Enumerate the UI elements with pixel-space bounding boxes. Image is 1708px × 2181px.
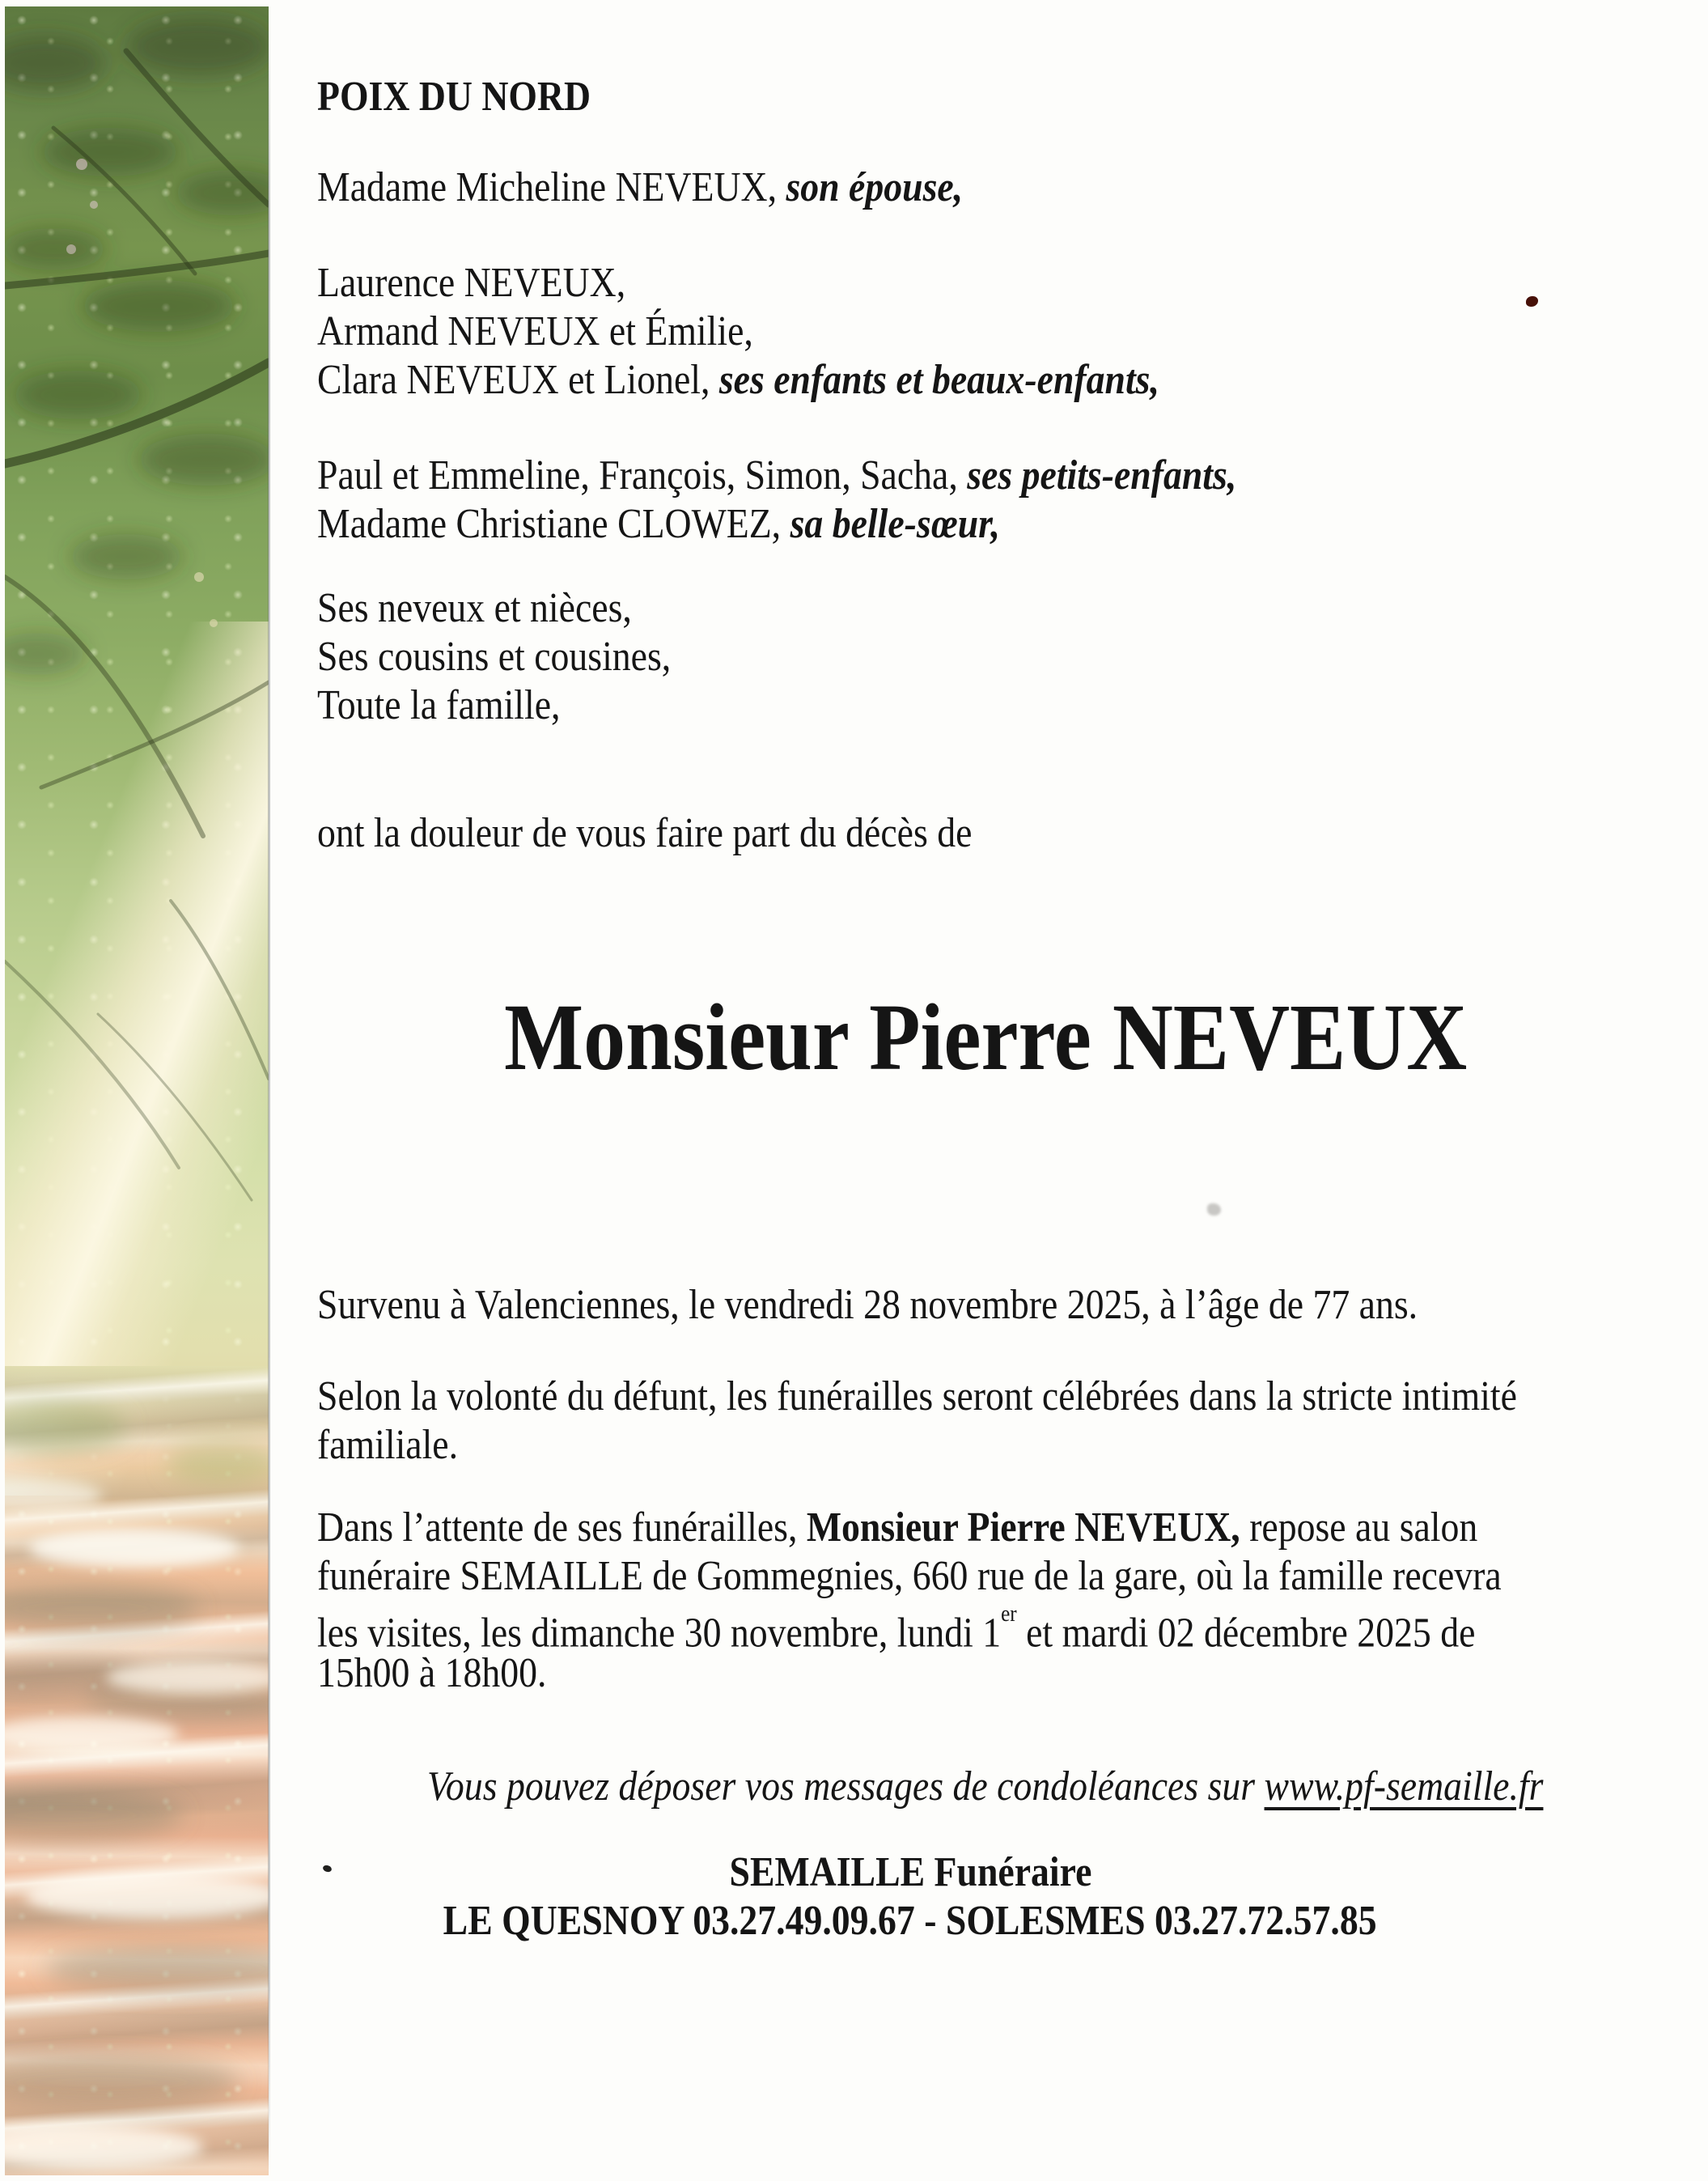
announcement-line: ont la douleur de vous faire part du décès de: [317, 810, 973, 856]
family-line: [317, 633, 671, 681]
family-relation: ses petits-enfants,: [957, 452, 1237, 499]
family-line: [317, 308, 753, 356]
death-notice-line: Survenu à Valenciennes, le vendredi 28 novembre 2025, à l’âge de 77 ans.: [317, 1282, 1418, 1328]
forest-path-photo: [5, 6, 269, 2175]
foliage-branches-overlay: [5, 6, 269, 2175]
repose-deceased-name: Monsieur Pierre NEVEUX,: [806, 1504, 1240, 1551]
funeral-home-phones-wrap: [317, 1897, 1503, 1946]
condolences-text: Vous pouvez déposer vos messages de condoléances sur: [427, 1763, 1265, 1810]
condolences-website-link[interactable]: www.pf-semaille.fr: [1264, 1763, 1544, 1810]
repose-line3-pre: les visites, les dimanche 30 novembre, lundi 1: [317, 1610, 1002, 1657]
condolences-line: [427, 1763, 1543, 1811]
family-name: Armand NEVEUX et Émilie,: [317, 308, 753, 354]
scan-smudge: [1207, 1203, 1221, 1216]
repose-line1-pre: Dans l’attente de ses funérailles,: [317, 1504, 807, 1551]
family-relation: ses enfants et beaux-enfants,: [710, 357, 1159, 403]
deceased-name-title: Monsieur Pierre NEVEUX: [503, 984, 1468, 1090]
city-title: POIX DU NORD: [317, 74, 591, 120]
private-funeral-line1: Selon la volonté du défunt, les funérailles seront célébrées dans la stricte intimité: [317, 1373, 1517, 1419]
private-funeral-line2: familiale.: [317, 1422, 459, 1468]
family-name: Ses cousins et cousines,: [317, 634, 672, 680]
funeral-home-name: SEMAILLE Funéraire: [729, 1849, 1091, 1895]
family-relation: son épouse,: [777, 164, 964, 210]
family-name: Clara NEVEUX et Lionel,: [317, 357, 710, 403]
repose-line1-post: repose au salon: [1240, 1504, 1478, 1551]
family-line: [317, 584, 632, 633]
family-line: [317, 259, 625, 308]
family-name: Madame Micheline NEVEUX,: [317, 164, 778, 210]
family-name: Madame Christiane CLOWEZ,: [317, 501, 782, 547]
family-relation: sa belle-sœur,: [781, 501, 1000, 547]
repose-line2: funéraire SEMAILLE de Gommegnies, 660 rue de la gare, où la famille recevra: [317, 1553, 1502, 1599]
funeral-home-phones: LE QUESNOY 03.27.49.09.67 - SOLESMES 03.27.72.57.85: [443, 1898, 1377, 1944]
funeral-home-name-wrap: [317, 1848, 1503, 1897]
repose-line1: [317, 1504, 1477, 1552]
deceased-name-title-wrap: [317, 984, 1654, 1090]
family-line-sister-in-law: [317, 500, 1000, 549]
ink-speck: [1526, 296, 1538, 307]
family-name: Ses neveux et nièces,: [317, 585, 632, 631]
family-line-grandchildren: [317, 452, 1236, 500]
family-name: Toute la famille,: [317, 682, 561, 728]
family-line-spouse: [317, 163, 963, 212]
repose-line3-post: et mardi 02 décembre 2025 de: [1016, 1610, 1476, 1657]
family-name: Paul et Emmeline, François, Simon, Sacha,: [317, 452, 958, 499]
ordinal-superscript: er: [1001, 1602, 1017, 1627]
family-line-children: [317, 356, 1159, 405]
family-line: [317, 681, 560, 730]
repose-line4: 15h00 à 18h00.: [317, 1650, 547, 1696]
family-name: Laurence NEVEUX,: [317, 260, 626, 306]
condolences-line-wrap: [317, 1763, 1654, 1811]
